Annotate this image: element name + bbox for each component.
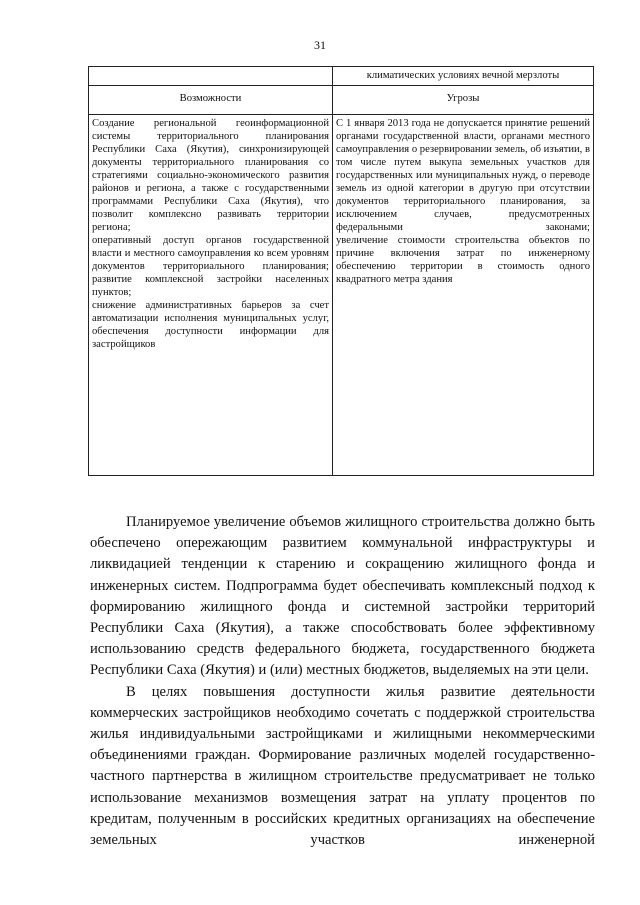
- continuation-left-cell: [89, 67, 333, 86]
- swot-table: [88, 66, 594, 476]
- opportunity-item: Создание региональной геоинформационной системы территориального планирования Республики Саха (Якутия), синхронизирующей документы территориального планирования со стратегиями социально-экономического развития районов и региона, а также с государственными программами Республики Саха (Якутия), что позволит комплексно развивать территории региона;: [92, 118, 329, 233]
- opportunity-item: оперативный доступ органов государственной власти и местного самоуправления ко всем уровням документов территориального планирования;: [92, 235, 329, 272]
- page-number: 31: [314, 38, 326, 52]
- table-row-body: [89, 115, 594, 476]
- paragraph: В целях повышения доступности жилья развитие деятельности коммерческих застройщиков необходимо сочетать с поддержкой строительства жилья индивидуальными застройщиками и жилищными некоммерческими объединениями граждан. Формирование различных моделей государственно-частного партнерства в жилищном строительстве предусматривает не только использование механизмов возмещения затрат на уплату процентов по кредитам, полученным в российских кредитных организациях на обеспечение земельных участков инженерной: [90, 683, 595, 849]
- table-row-continuation: [89, 67, 594, 86]
- header-opportunities: Возможности: [89, 86, 333, 115]
- table-header-row: [89, 86, 594, 115]
- opportunity-item: развитие комплексной застройки населенных пунктов;: [92, 274, 329, 298]
- opportunity-item: снижение административных барьеров за счет автоматизации исполнения муниципальных услуг, обеспечения доступности информации для застройщиков: [92, 300, 329, 350]
- paragraph: Планируемое увеличение объемов жилищного строительства должно быть обеспечено опережающим развитием коммунальной инфраструктуры и ликвидацией тенденции к старению и сокращению жилищного фонда и инженерных систем. Подпрограмма будет обеспечивать комплексный подход к формированию жилищного фонда и системной застройки территорий Республики Саха (Якутия), а также способствовать более эффективному использованию средств федерального бюджета, государственного бюджета Республики Саха (Якутия) и (или) местных бюджетов, выделяемых на эти цели.: [90, 514, 595, 679]
- header-threats: Угрозы: [333, 86, 594, 115]
- threat-item: увеличение стоимости строительства объектов по причине включения затрат по инженерному обеспечению территории в стоимость одного квадратного метра здания: [336, 235, 590, 285]
- body-text: [90, 512, 595, 851]
- threats-cell: [333, 115, 594, 476]
- continuation-right-cell: климатических условиях вечной мерзлоты: [333, 67, 594, 86]
- threat-item: С 1 января 2013 года не допускается принятие решений органами государственной власти, органами местного самоуправления о резервировании земель, об изъятии, в том числе путем выкупа земельных участков для государственных или муниципальных нужд, о переводе земель из одной категории в другую при отсутствии документов территориального планирования, за исключением случаев, предусмотренных федеральными законами;: [336, 118, 590, 233]
- opportunities-cell: [89, 115, 333, 476]
